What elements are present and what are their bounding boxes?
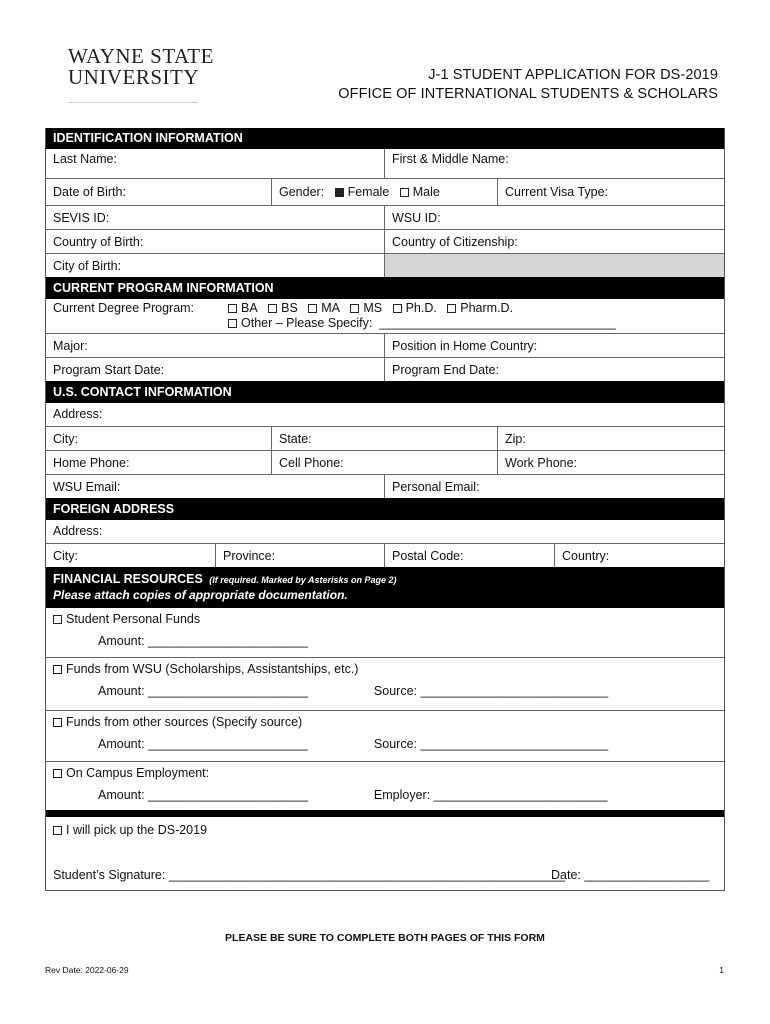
complete-both-pages-note: PLEASE BE SURE TO COMPLETE BOTH PAGES OF THIS FORM <box>225 932 545 944</box>
male-label: Male <box>412 185 440 199</box>
employer-field[interactable]: Employer: _________________________ <box>373 788 608 802</box>
pickup-block <box>46 817 724 890</box>
personal-funds-checkbox[interactable] <box>53 615 62 624</box>
program-start-field[interactable]: Program Start Date: <box>53 363 165 377</box>
sevis-id-field[interactable]: SEVIS ID: <box>53 211 110 225</box>
other-funds-block <box>46 710 724 761</box>
wsu-funds-source[interactable]: Source: ___________________________ <box>373 684 609 698</box>
phd-checkbox[interactable] <box>393 304 402 313</box>
other-funds-checkbox[interactable] <box>53 718 62 727</box>
other-funds-label: Funds from other sources (Specify source) <box>66 715 303 729</box>
other-funds-amount[interactable]: Amount: _______________________ <box>98 737 308 751</box>
first-middle-name-field[interactable]: First & Middle Name: <box>384 149 724 178</box>
campus-employment-amount[interactable]: Amount: _______________________ <box>98 788 308 802</box>
phd-label: Ph.D. <box>405 301 437 315</box>
section-financial <box>46 567 724 608</box>
section-us-contact: U.S. CONTACT INFORMATION <box>46 381 724 403</box>
section-program: CURRENT PROGRAM INFORMATION <box>46 277 724 299</box>
ms-checkbox[interactable] <box>350 304 359 313</box>
major-field[interactable]: Major: <box>53 339 88 353</box>
section-divider <box>46 810 724 817</box>
wsu-funds-amount[interactable]: Amount: _______________________ <box>98 684 308 698</box>
ma-checkbox[interactable] <box>308 304 317 313</box>
row-countries <box>46 229 724 253</box>
row-names <box>46 149 724 178</box>
logo-line-1: WAYNE STATE <box>68 44 214 68</box>
row-foreign-city <box>46 543 724 567</box>
bs-checkbox[interactable] <box>268 304 277 313</box>
wsu-funds-checkbox[interactable] <box>53 665 62 674</box>
province-field[interactable]: Province: <box>215 544 384 567</box>
row-degree <box>46 299 724 333</box>
city-birth-field[interactable]: City of Birth: <box>53 259 122 273</box>
campus-employment-label: On Campus Employment: <box>66 766 210 780</box>
dob-field[interactable]: Date of Birth: <box>53 185 126 199</box>
row-us-address <box>46 403 724 426</box>
signature-date-line[interactable]: Date: __________________ <box>551 868 710 882</box>
logo-line-2: UNIVERSITY <box>68 65 199 89</box>
cell-phone-field[interactable]: Cell Phone: <box>271 451 497 474</box>
other-specify-line[interactable]: __________________________________ <box>379 316 616 330</box>
foreign-address-field[interactable]: Address: <box>53 524 103 538</box>
wsu-funds-block <box>46 657 724 710</box>
row-major <box>46 333 724 357</box>
financial-attach-note: Please attach copies of appropriate documentation. <box>53 588 348 602</box>
country-citizenship-field[interactable]: Country of Citizenship: <box>384 230 724 253</box>
shaded-cell <box>384 254 724 277</box>
us-zip-field[interactable]: Zip: <box>497 427 724 450</box>
bs-label: BS <box>281 301 298 315</box>
row-us-phones <box>46 450 724 474</box>
personal-funds-block <box>46 608 724 657</box>
row-us-city <box>46 426 724 450</box>
wsu-id-field[interactable]: WSU ID: <box>384 206 724 229</box>
row-dob-gender <box>46 178 724 205</box>
wsu-email-field[interactable]: WSU Email: <box>53 480 121 494</box>
female-label: Female <box>347 185 390 199</box>
personal-email-field[interactable]: Personal Email: <box>384 475 724 498</box>
us-state-field[interactable]: State: <box>271 427 497 450</box>
foreign-city-field[interactable]: City: <box>53 549 78 563</box>
page-number: 1 <box>719 965 724 975</box>
ba-label: BA <box>241 301 258 315</box>
row-city-birth <box>46 253 724 277</box>
row-foreign-address <box>46 520 724 543</box>
degree-label: Current Degree Program: <box>53 301 195 315</box>
form-titles <box>338 66 718 104</box>
campus-employment-block <box>46 761 724 810</box>
personal-funds-label: Student Personal Funds <box>66 612 201 626</box>
personal-funds-amount[interactable]: Amount: _______________________ <box>98 634 308 648</box>
us-address-field[interactable]: Address: <box>53 407 103 421</box>
campus-employment-checkbox[interactable] <box>53 769 62 778</box>
degree-options <box>228 299 724 333</box>
us-city-field[interactable]: City: <box>53 432 78 446</box>
logo-underline <box>68 102 198 103</box>
other-checkbox[interactable] <box>228 319 237 328</box>
country-birth-field[interactable]: Country of Birth: <box>53 235 144 249</box>
signature-line[interactable]: Student’s Signature: _________________________________________________________ <box>53 868 566 882</box>
male-checkbox[interactable] <box>400 188 409 197</box>
pharmd-checkbox[interactable] <box>447 304 456 313</box>
financial-note: (If required. Marked by Asterisks on Page 2) <box>209 575 397 585</box>
female-checkbox[interactable] <box>335 188 344 197</box>
row-us-emails <box>46 474 724 498</box>
university-logo <box>68 46 214 88</box>
other-label: Other – Please Specify: <box>241 316 373 330</box>
ba-checkbox[interactable] <box>228 304 237 313</box>
gender-field <box>271 179 497 205</box>
pharmd-label: Pharm.D. <box>460 301 514 315</box>
position-home-field[interactable]: Position in Home Country: <box>384 334 724 357</box>
section-identification: IDENTIFICATION INFORMATION <box>46 128 724 149</box>
row-ids <box>46 205 724 229</box>
office-title: OFFICE OF INTERNATIONAL STUDENTS & SCHOLARS <box>338 86 718 102</box>
work-phone-field[interactable]: Work Phone: <box>497 451 724 474</box>
gender-label: Gender: <box>279 185 325 199</box>
visa-type-field[interactable]: Current Visa Type: <box>497 179 724 205</box>
home-phone-field[interactable]: Home Phone: <box>53 456 130 470</box>
other-funds-source[interactable]: Source: ___________________________ <box>373 737 609 751</box>
revision-date: Rev Date: 2022-06-29 <box>45 965 129 975</box>
financial-heading: FINANCIAL RESOURCES <box>53 572 203 586</box>
section-foreign-address: FOREIGN ADDRESS <box>46 498 724 520</box>
program-end-field[interactable]: Program End Date: <box>384 358 724 381</box>
foreign-country-field[interactable]: Country: <box>554 544 724 567</box>
postal-code-field[interactable]: Postal Code: <box>384 544 554 567</box>
ms-label: MS <box>363 301 383 315</box>
pickup-checkbox[interactable] <box>53 826 62 835</box>
form-title: J-1 STUDENT APPLICATION FOR DS-2019 <box>428 67 718 83</box>
pickup-label: I will pick up the DS-2019 <box>66 823 208 837</box>
row-program-dates <box>46 357 724 381</box>
wsu-funds-label: Funds from WSU (Scholarships, Assistantships, etc.) <box>66 662 359 676</box>
ma-label: MA <box>321 301 340 315</box>
application-form <box>45 128 725 891</box>
last-name-field[interactable]: Last Name: <box>53 152 117 166</box>
